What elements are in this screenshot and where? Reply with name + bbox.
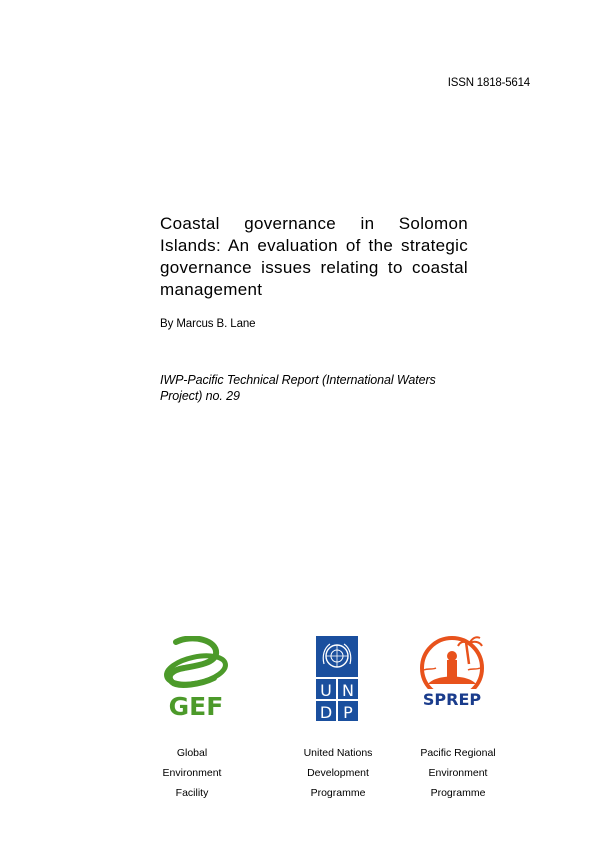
undp-caption-line-3: Programme <box>310 787 366 799</box>
undp-letter-n: N <box>342 681 354 700</box>
undp-logo <box>316 636 358 722</box>
issn-number: ISSN 1818-5614 <box>447 77 530 89</box>
gef-caption-line-2: Environment <box>162 767 222 779</box>
undp-caption <box>278 743 398 803</box>
sprep-logo <box>414 634 490 714</box>
sprep-logo-text: SPREP <box>422 690 482 709</box>
series-statement: IWP-Pacific Technical Report (International Waters Project) no. 29 <box>160 373 436 403</box>
sprep-caption-line-2: Environment <box>428 767 488 779</box>
undp-emblem-icon <box>316 636 358 722</box>
sprep-island-icon <box>414 634 490 714</box>
undp-letter-u: U <box>320 681 332 700</box>
gef-logo <box>158 636 234 718</box>
undp-caption-line-2: Development <box>307 767 369 779</box>
undp-letter-p: P <box>343 703 353 722</box>
gef-logo-text: GEF <box>168 692 224 718</box>
gef-globe-icon <box>158 636 234 718</box>
sprep-caption-line-3: Programme <box>430 787 486 799</box>
gef-caption-line-3: Facility <box>175 787 209 799</box>
report-title: Coastal governance in Solomon Islands: An evaluation of the strategic governance issues relating to coastal management <box>160 214 468 299</box>
undp-letter-d: D <box>319 703 333 722</box>
sprep-caption <box>398 743 518 803</box>
author-line: By Marcus B. Lane <box>160 318 256 330</box>
sprep-caption-line-1: Pacific Regional <box>420 747 496 759</box>
undp-caption-line-1: United Nations <box>303 747 373 759</box>
gef-caption-line-1: Global <box>176 747 208 759</box>
gef-caption <box>132 743 252 803</box>
